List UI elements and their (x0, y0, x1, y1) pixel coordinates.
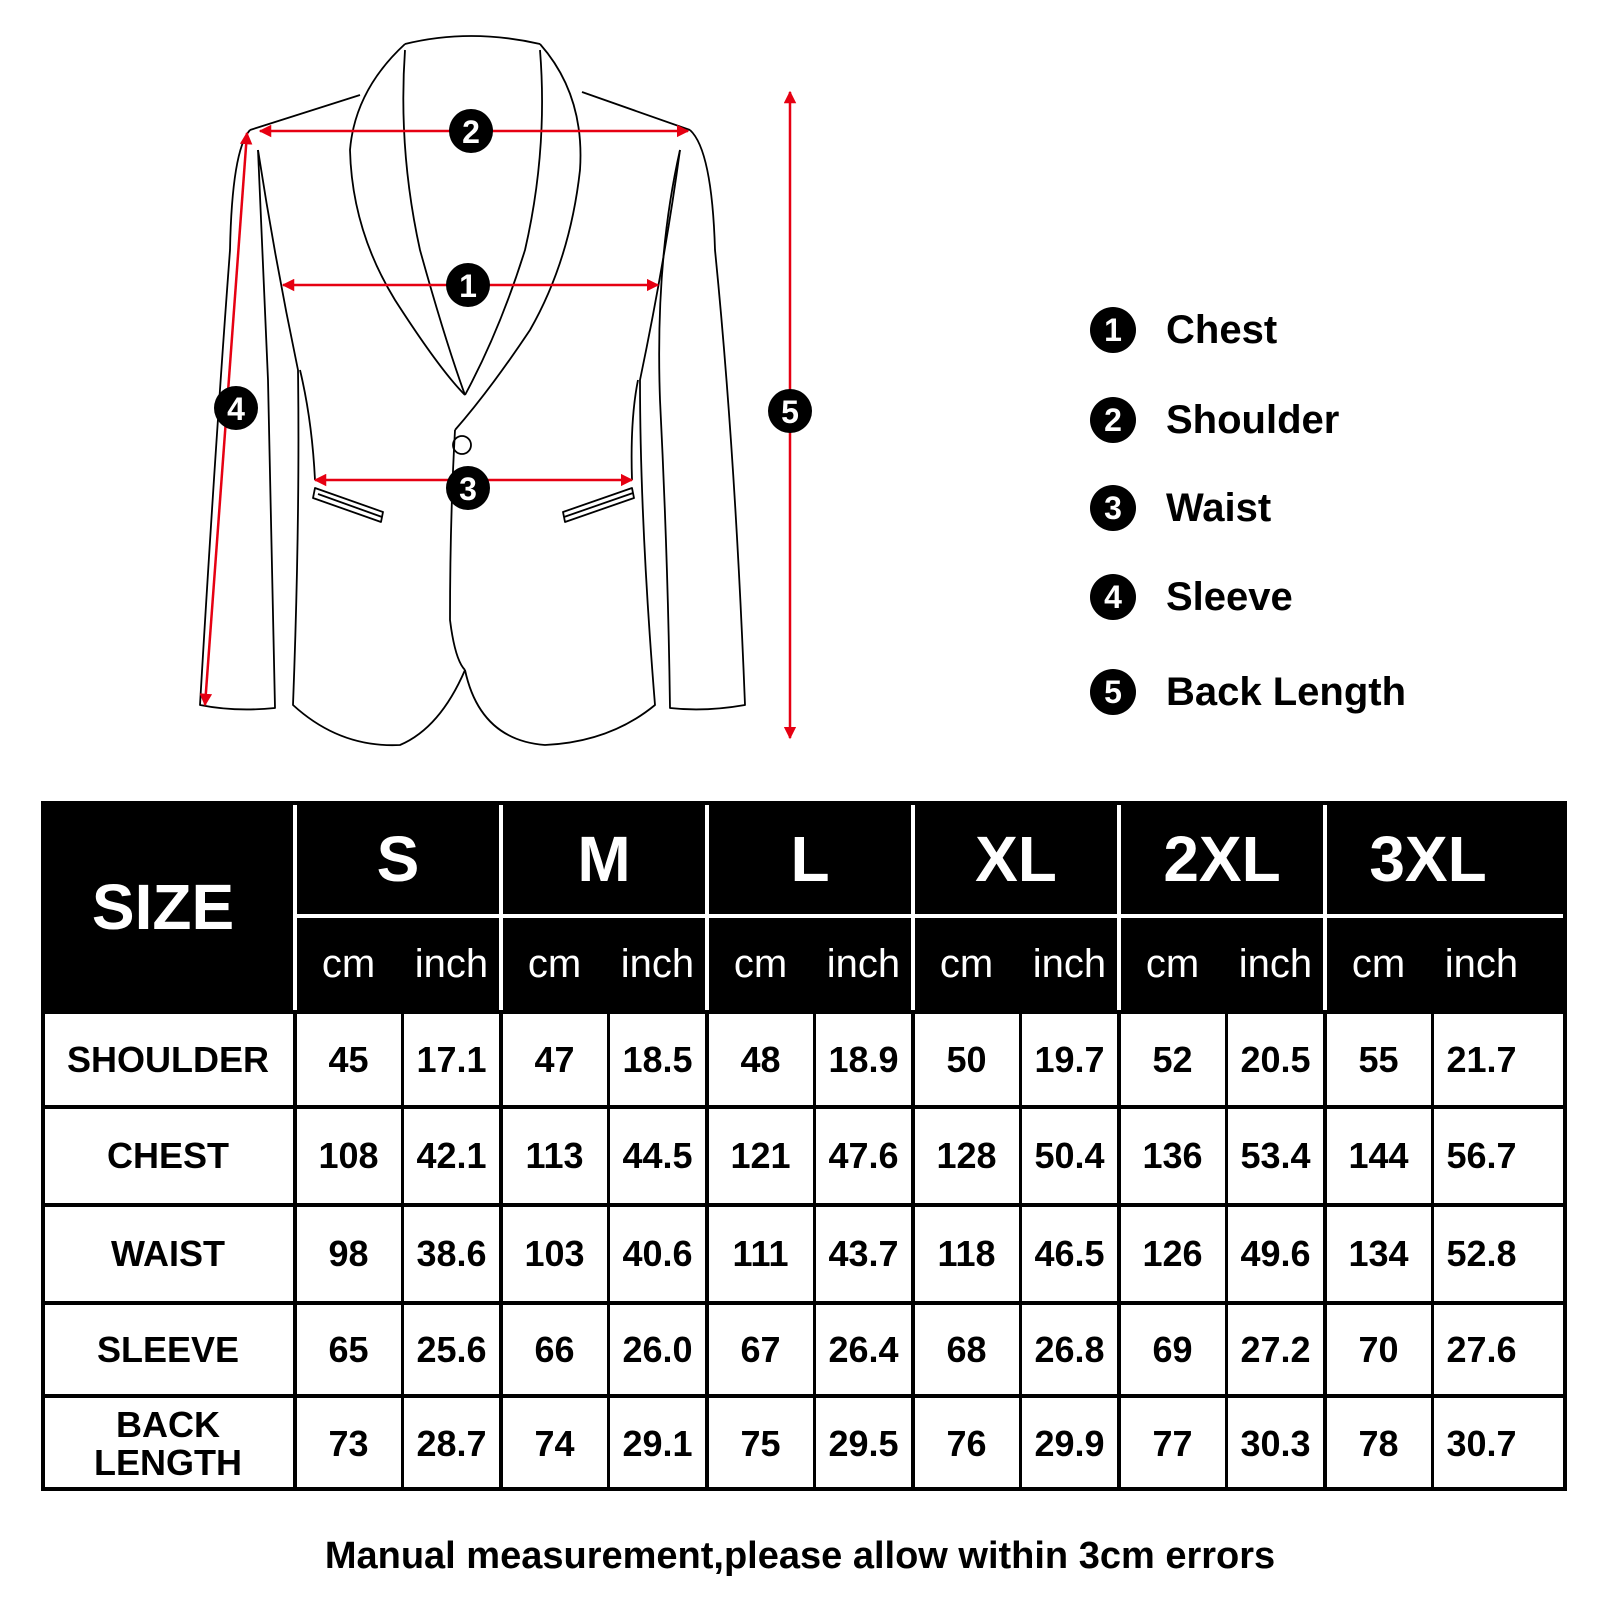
table-cell: 47.6 (828, 1135, 899, 1176)
grid-line (401, 1012, 404, 1491)
table-cell: 17.1 (416, 1038, 487, 1080)
table-cell: 52 (1152, 1038, 1193, 1080)
grid-line (41, 1394, 1567, 1398)
table-cell: 27.6 (1446, 1328, 1517, 1370)
measurement-arrows (205, 92, 790, 738)
row-label: SLEEVE (96, 1328, 240, 1370)
measurement-note: Manual measurement,please allow within 3cm errors (324, 1535, 1276, 1577)
grid-line (1117, 1012, 1121, 1491)
table-cell: 118 (937, 1233, 996, 1274)
marker-3-icon (446, 466, 490, 510)
unit-header-inch: inch (402, 916, 501, 1012)
table-cell: 75 (740, 1422, 781, 1464)
row-label: CHEST (106, 1135, 229, 1176)
table-cell: 73 (328, 1422, 369, 1464)
svg-text:5: 5 (781, 394, 799, 430)
legend-label: Waist (1166, 485, 1272, 530)
grid-line (41, 1010, 1567, 1014)
number-5-icon: 5 (1090, 669, 1136, 715)
grid-line (1323, 1012, 1327, 1491)
row-label-line: LENGTH (94, 1441, 242, 1483)
row-label: SHOULDER (66, 1038, 269, 1080)
table-cell: 52.8 (1446, 1233, 1517, 1274)
grid-line (41, 801, 1567, 805)
svg-text:4: 4 (227, 391, 245, 427)
header-separator (499, 801, 503, 1012)
size-header-label: SIZE (41, 801, 295, 1012)
table-cell: 26.4 (828, 1328, 899, 1370)
table-cell: 30.7 (1446, 1422, 1517, 1464)
header-separator (1117, 801, 1121, 1012)
table-cell: 65 (328, 1328, 369, 1370)
table-cell: 29.5 (828, 1422, 899, 1464)
size-column-header: 2XL (1119, 801, 1325, 916)
table-cell: 48 (740, 1038, 781, 1080)
table-cell: 68 (946, 1328, 987, 1370)
grid-line (41, 801, 45, 1491)
unit-header-cm: cm (707, 916, 814, 1012)
button-icon (453, 436, 471, 454)
table-cell: 38.6 (416, 1233, 487, 1274)
row-label-line: BACK (116, 1403, 220, 1445)
size-column-header: XL (913, 801, 1119, 916)
number-1-icon: 1 (1090, 307, 1136, 353)
grid-line (1431, 1012, 1434, 1491)
table-cell: 26.8 (1034, 1328, 1105, 1370)
legend-label: Back Length (1166, 669, 1407, 714)
table-cell: 70 (1358, 1328, 1399, 1370)
jacket-diagram (0, 0, 1600, 780)
header-separator (911, 801, 915, 1012)
marker-1-icon (446, 263, 490, 307)
table-cell: 30.3 (1240, 1422, 1311, 1464)
legend-item-chest (1090, 305, 1277, 355)
table-cell: 134 (1348, 1233, 1409, 1274)
svg-text:1: 1 (459, 268, 477, 304)
legend-item-waist (1090, 483, 1271, 533)
table-cell: 40.6 (622, 1233, 693, 1274)
size-chart-table (41, 801, 1567, 1510)
grid-line (911, 1012, 915, 1491)
legend-label: Sleeve (1166, 574, 1293, 619)
grid-line (813, 1012, 816, 1491)
table-cell: 126 (1142, 1233, 1203, 1274)
table-cell: 69 (1152, 1328, 1193, 1370)
table-cell: 25.6 (416, 1328, 487, 1370)
table-cell: 66 (534, 1328, 575, 1370)
size-column-header: M (501, 801, 707, 916)
table-cell: 50.4 (1034, 1135, 1105, 1176)
marker-4-icon (214, 386, 258, 430)
table-cell: 42.1 (416, 1135, 487, 1176)
marker-5-icon (768, 389, 812, 433)
header-separator (1323, 801, 1327, 1012)
unit-header-cm: cm (1119, 916, 1226, 1012)
unit-header-inch: inch (814, 916, 913, 1012)
legend-label: Shoulder (1166, 397, 1340, 442)
diagram-markers (214, 109, 812, 510)
unit-header-inch: inch (1432, 916, 1531, 1012)
svg-text:3: 3 (459, 471, 477, 507)
table-cell: 136 (1142, 1135, 1203, 1176)
size-column-header: S (295, 801, 501, 916)
table-cell: 121 (730, 1135, 791, 1176)
header-separator (295, 914, 1567, 918)
table-cell: 44.5 (622, 1135, 693, 1176)
table-cell: 18.9 (828, 1038, 899, 1080)
table-cell: 29.1 (622, 1422, 693, 1464)
table-cell: 47 (534, 1038, 575, 1080)
unit-header-cm: cm (501, 916, 608, 1012)
table-cell: 53.4 (1240, 1135, 1311, 1176)
grid-line (41, 1105, 1567, 1109)
unit-header-inch: inch (1226, 916, 1325, 1012)
table-cell: 46.5 (1034, 1233, 1105, 1274)
table-cell: 108 (318, 1135, 379, 1176)
table-cell: 128 (936, 1135, 997, 1176)
unit-header-cm: cm (295, 916, 402, 1012)
number-2-icon: 2 (1090, 397, 1136, 443)
svg-text:2: 2 (462, 114, 480, 150)
row-label (41, 1396, 295, 1491)
legend-item-shoulder (1090, 395, 1339, 445)
grid-line (499, 1012, 503, 1491)
number-3-icon: 3 (1090, 485, 1136, 531)
table-cell: 111 (732, 1233, 789, 1274)
table-cell: 29.9 (1034, 1422, 1105, 1464)
legend-item-back-length (1090, 667, 1406, 717)
table-cell: 45 (328, 1038, 369, 1080)
legend-item-sleeve (1090, 572, 1293, 622)
unit-header-inch: inch (1020, 916, 1119, 1012)
row-label: WAIST (111, 1233, 225, 1274)
grid-line (41, 1203, 1567, 1207)
table-cell: 74 (534, 1422, 575, 1464)
table-cell: 50 (946, 1038, 987, 1080)
size-column-header: L (707, 801, 913, 916)
grid-line (1563, 801, 1567, 1491)
table-cell: 49.6 (1240, 1233, 1311, 1274)
table-cell: 55 (1358, 1038, 1399, 1080)
unit-header-inch: inch (608, 916, 707, 1012)
table-cell: 20.5 (1240, 1038, 1311, 1080)
table-cell: 26.0 (622, 1328, 693, 1370)
table-cell: 98 (328, 1233, 369, 1274)
table-cell: 113 (525, 1135, 584, 1176)
grid-line (41, 1301, 1567, 1305)
table-cell: 21.7 (1446, 1038, 1517, 1080)
grid-line (1225, 1012, 1228, 1491)
header-separator (293, 801, 297, 1012)
legend-label: Chest (1166, 307, 1278, 352)
table-cell: 144 (1348, 1135, 1409, 1176)
table-cell: 43.7 (828, 1233, 899, 1274)
table-cell: 67 (740, 1328, 781, 1370)
table-cell: 56.7 (1446, 1135, 1517, 1176)
table-cell: 19.7 (1034, 1038, 1105, 1080)
number-4-icon: 4 (1090, 574, 1136, 620)
table-cell: 77 (1152, 1422, 1193, 1464)
grid-line (607, 1012, 610, 1491)
grid-line (41, 1487, 1567, 1491)
table-cell: 18.5 (622, 1038, 693, 1080)
grid-line (1019, 1012, 1022, 1491)
table-cell: 28.7 (416, 1422, 487, 1464)
unit-header-cm: cm (1325, 916, 1432, 1012)
table-cell: 78 (1358, 1422, 1399, 1464)
unit-header-cm: cm (913, 916, 1020, 1012)
grid-line (293, 1012, 297, 1491)
header-separator (705, 801, 709, 1012)
size-column-header: 3XL (1325, 801, 1531, 916)
table-cell: 76 (946, 1422, 987, 1464)
grid-line (705, 1012, 709, 1491)
table-cell: 27.2 (1240, 1328, 1311, 1370)
table-cell: 103 (524, 1233, 585, 1274)
marker-2-icon (449, 109, 493, 153)
